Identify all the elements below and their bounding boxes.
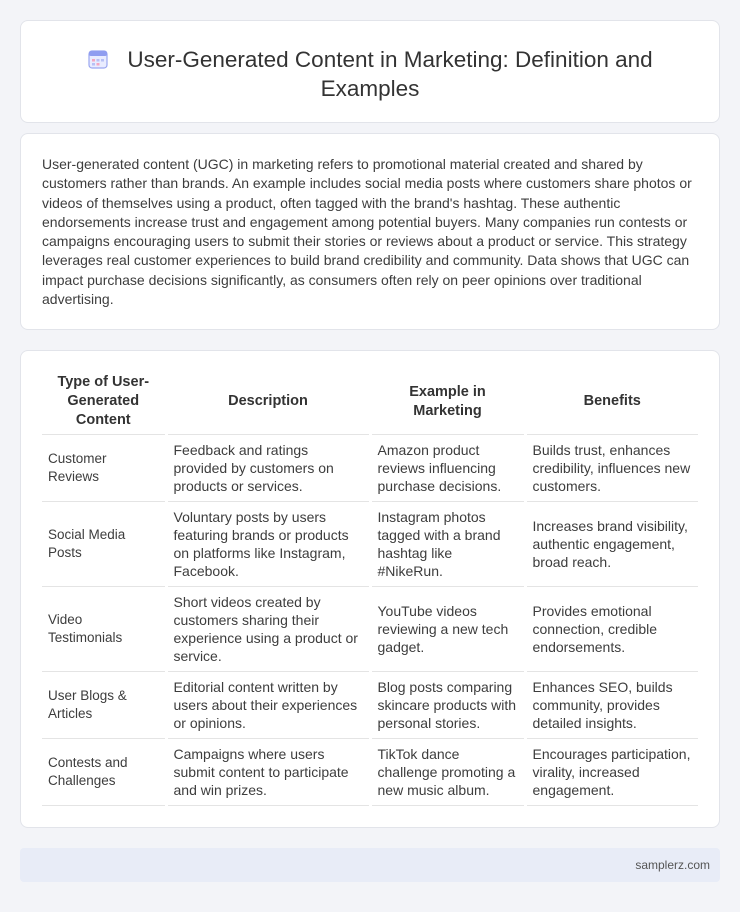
calendar-icon [87,48,109,70]
page-title [61,45,679,103]
table-row [42,586,698,671]
intro-paragraph: User-generated content (UGC) in marketing refers to promotional material created and shared by customers rather than brands. An example includes social media posts where customers share photos or videos of themselves using a product, often tagged with the brand's hashtag. These authentic endorsements increase trust and engagement among potential buyers. Many companies run contests or campaigns encouraging users to submit their stories or reviews about a product or service. This strategy leverages real customer experiences to build brand credibility and community. Data shows that UGC can impact purchase decisions significantly, as consumers often rely on peer opinions over traditional advertising. [42,156,692,308]
table-header-row [42,370,698,434]
ugc-table [42,370,698,806]
cell-type: Social Media Posts [42,501,166,586]
cell-type: Contests and Challenges [42,738,166,805]
cell-description: Campaigns where users submit content to participate and win prizes. [166,738,370,805]
cell-example: Blog posts comparing skincare products with personal stories. [370,671,525,738]
cell-benefits: Encourages participation, virality, increased engagement. [525,738,698,805]
cell-benefits: Increases brand visibility, authentic engagement, broad reach. [525,501,698,586]
table-row [42,434,698,501]
cell-description: Editorial content written by users about their experiences or opinions. [166,671,370,738]
cell-type: Video Testimonials [42,586,166,671]
title-text: User-Generated Content in Marketing: Definition and Examples [127,47,653,101]
cell-example: TikTok dance challenge promoting a new music album. [370,738,525,805]
header-type: Type of User-Generated Content [42,370,166,434]
footer-bar [20,848,720,882]
header-benefits: Benefits [525,370,698,434]
cell-example: Instagram photos tagged with a brand hashtag like #NikeRun. [370,501,525,586]
cell-description: Short videos created by customers sharing their experience using a product or service. [166,586,370,671]
header-description: Description [166,370,370,434]
cell-type: User Blogs & Articles [42,671,166,738]
table-card [20,350,720,828]
header-card [20,20,720,123]
cell-description: Voluntary posts by users featuring brands or products on platforms like Instagram, Facebook. [166,501,370,586]
cell-benefits: Provides emotional connection, credible endorsements. [525,586,698,671]
table-row [42,501,698,586]
cell-benefits: Builds trust, enhances credibility, influences new customers. [525,434,698,501]
cell-description: Feedback and ratings provided by customers on products or services. [166,434,370,501]
header-example: Example in Marketing [370,370,525,434]
table-row [42,738,698,805]
cell-example: YouTube videos reviewing a new tech gadget. [370,586,525,671]
table-row [42,671,698,738]
intro-card [20,133,720,330]
cell-benefits: Enhances SEO, builds community, provides detailed insights. [525,671,698,738]
cell-example: Amazon product reviews influencing purchase decisions. [370,434,525,501]
cell-type: Customer Reviews [42,434,166,501]
footer-site-link[interactable]: samplerz.com [635,858,710,872]
